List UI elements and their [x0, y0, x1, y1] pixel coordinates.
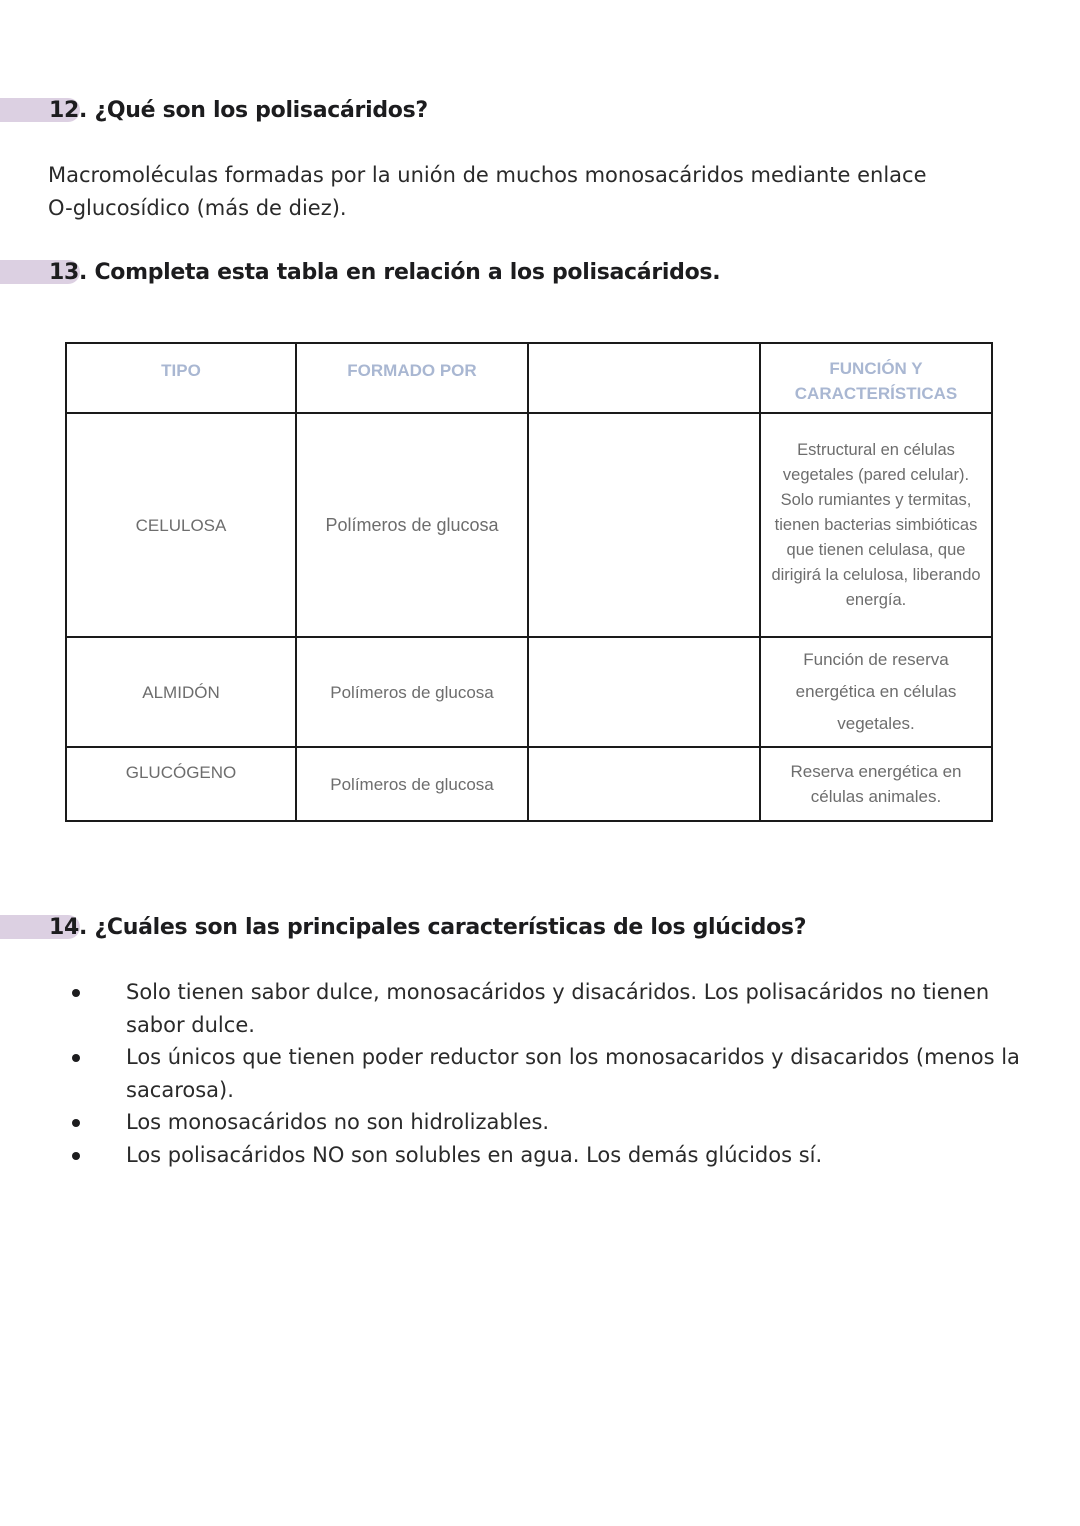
list-item: Los polisacáridos NO son solubles en agua. Los demás glúcidos sí. [0, 1139, 1026, 1172]
cell-funcion: Reserva energética en células animales. [760, 747, 992, 821]
cell-tipo: CELULOSA [66, 413, 296, 637]
table-row [66, 637, 992, 747]
question-13-heading [0, 257, 721, 287]
answer-line: Macromoléculas formadas por la unión de muchos monosacáridos mediante enlace [48, 163, 927, 187]
cell-blank [528, 747, 760, 821]
cell-tipo: ALMIDÓN [66, 637, 296, 747]
bullet-icon [72, 1054, 80, 1062]
cell-funcion: Función de reserva energética en células vegetales. [760, 637, 992, 747]
cell-blank [528, 413, 760, 637]
question-12-answer [48, 159, 1008, 225]
polysaccharide-table [65, 342, 991, 828]
question-number: 12. [49, 97, 88, 123]
list-item: Los monosacáridos no son hidrolizables. [0, 1106, 1026, 1139]
table-header-row [66, 343, 992, 413]
cell-tipo: GLUCÓGENO [66, 747, 296, 821]
question-12-heading [0, 95, 428, 125]
header-blank [528, 343, 760, 413]
answer-line: O-glucosídico (más de diez). [48, 196, 347, 220]
cell-formado-por: Polímeros de glucosa [296, 747, 528, 821]
question-text: ¿Qué son los polisacáridos? [94, 97, 428, 123]
bullet-icon [72, 1119, 80, 1127]
question-number: 13. [49, 259, 88, 285]
cell-formado-por: Polímeros de glucosa [296, 637, 528, 747]
characteristics-list [0, 976, 1080, 1171]
question-14-heading [0, 912, 807, 942]
cell-funcion: Estructural en células vegetales (pared celular). Solo rumiantes y termitas, tienen bacterias simbióticas que tienen celulasa, que dirigirá la celulosa, liberando energía. [760, 413, 992, 637]
bullet-icon [72, 1152, 80, 1160]
cell-blank [528, 637, 760, 747]
table-row [66, 413, 992, 637]
header-funcion: FUNCIÓN Y CARACTERÍSTICAS [760, 343, 992, 413]
question-text: Completa esta tabla en relación a los polisacáridos. [94, 259, 721, 285]
header-formado-por: FORMADO POR [296, 343, 528, 413]
question-text: ¿Cuáles son las principales características de los glúcidos? [94, 914, 807, 940]
cell-formado-por: Polímeros de glucosa [296, 413, 528, 637]
table-row [66, 747, 992, 821]
header-tipo: TIPO [66, 343, 296, 413]
bullet-icon [72, 989, 80, 997]
question-number: 14. [49, 914, 88, 940]
list-item: Solo tienen sabor dulce, monosacáridos y disacáridos. Los polisacáridos no tienen sabor dulce. [0, 976, 1026, 1041]
list-item: Los únicos que tienen poder reductor son los monosacaridos y disacaridos (menos la sacarosa). [0, 1041, 1026, 1106]
